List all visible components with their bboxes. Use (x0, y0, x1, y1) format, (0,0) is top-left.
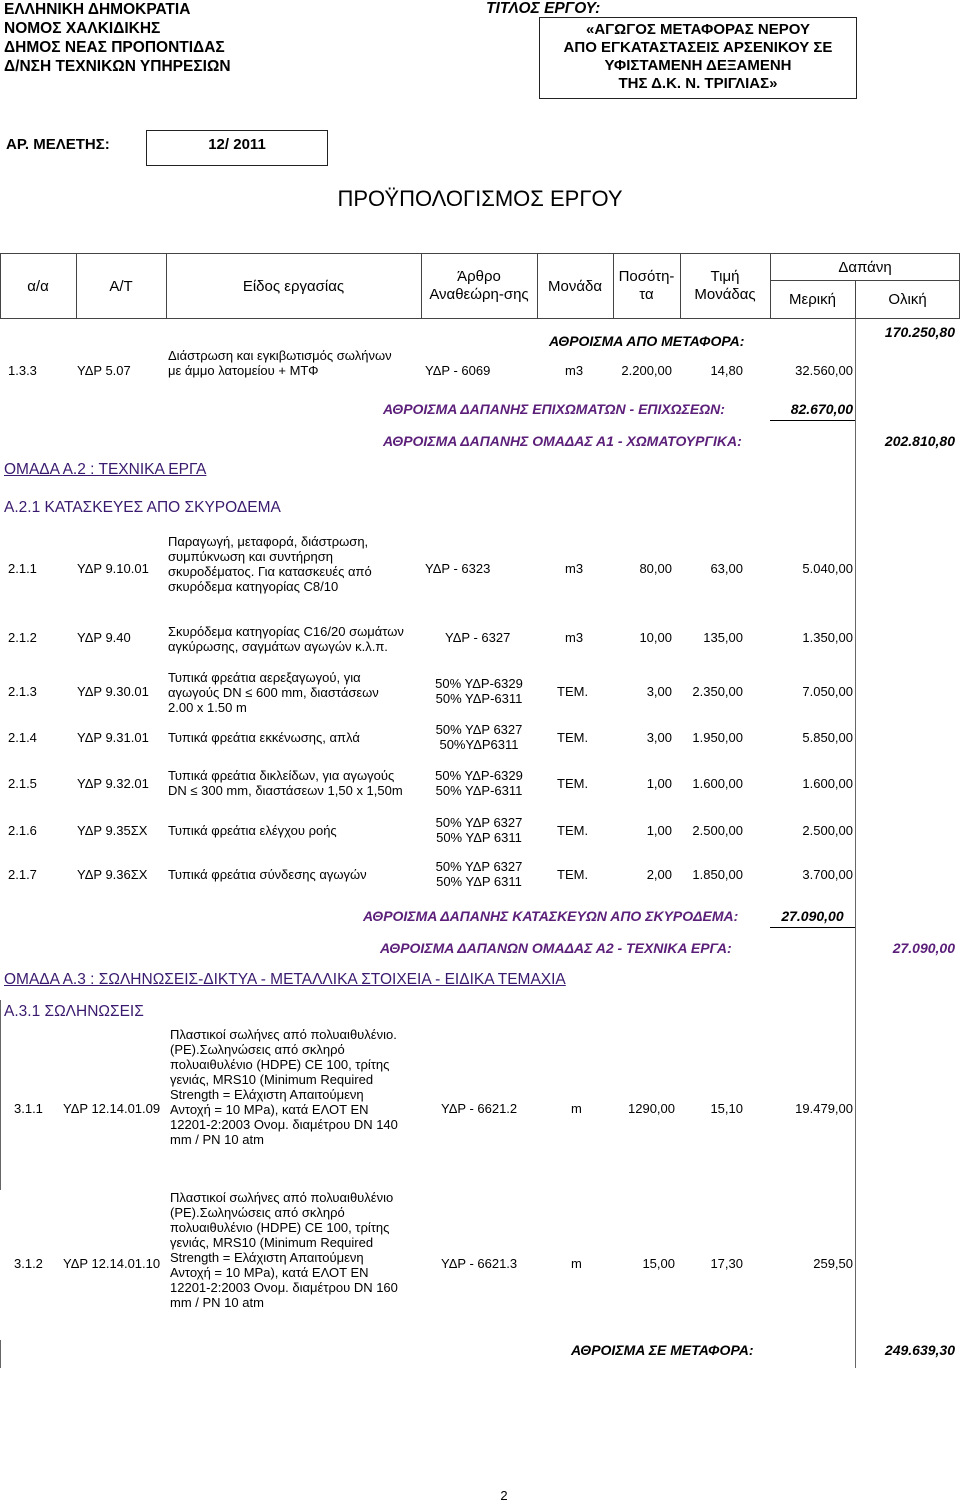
row-aa: 3.1.2 (14, 1256, 43, 1271)
row-unit: m3 (565, 630, 584, 645)
col-unit-price (680, 268, 770, 304)
carry-in-label: ΑΘΡΟΙΣΜΑ ΑΠΟ ΜΕΤΑΦΟΡΑ: (549, 333, 745, 349)
col-quantity (613, 268, 680, 304)
desc-line: (PE).Σωληνώσεις από σκληρό (170, 1205, 345, 1220)
row-cost: 259,50 (813, 1256, 853, 1271)
group-heading-text: ΟΜΑΔΑ Α.2 : ΤΕΧΝΙΚΑ ΕΡΓΑ (4, 461, 207, 478)
row-cost: 5.850,00 (802, 730, 853, 745)
group-heading-a3 (4, 971, 566, 989)
row-cost: 1.600,00 (802, 776, 853, 791)
row-article: ΥΔΡ - 6327 (445, 630, 511, 645)
row-price: 2.350,00 (692, 684, 743, 699)
row-aa: 2.1.5 (8, 776, 37, 791)
carry-out-value: 249.639,30 (884, 1342, 955, 1358)
row-aa: 3.1.1 (14, 1101, 43, 1116)
cost-column-rule (855, 319, 856, 1368)
row-quantity: 15,00 (642, 1256, 675, 1271)
row-quantity: 80,00 (639, 561, 672, 576)
org-line: ΝΟΜΟΣ ΧΑΛΚΙΔΙΚΗΣ (4, 20, 161, 37)
groupA2-sum-label: ΑΘΡΟΙΣΜΑ ΔΑΠΑΝΩΝ ΟΜΑΔΑΣ Α2 - ΤΕΧΝΙΚΑ ΕΡΓΑ: (380, 940, 732, 956)
left-rule (0, 1000, 1, 1190)
article-line: 50% ΥΔΡ-6329 (435, 768, 523, 783)
title-line: ΤΗΣ Δ.Κ. Ν. ΤΡΙΓΛΙΑΣ» (618, 75, 778, 92)
article-line: 50%ΥΔΡ6311 (439, 737, 519, 752)
row-at: ΥΔΡ 9.10.01 (77, 561, 149, 576)
col-article-line: Άρθρο (457, 268, 501, 285)
desc-line: Strength = Ελάχιστη Απαιτούμενη (170, 1087, 364, 1102)
row-aa: 2.1.2 (8, 630, 37, 645)
desc-line: Παραγωγή, μεταφορά, διάστρωση, (168, 534, 369, 549)
group-heading-a2 (4, 461, 206, 479)
col-unit: Μονάδα (547, 278, 603, 295)
row-price: 1.850,00 (692, 867, 743, 882)
col-unit-price-line: Τιμή (710, 268, 740, 285)
row-cost: 1.350,00 (802, 630, 853, 645)
row-description (170, 1027, 398, 1147)
row-cost: 19.479,00 (795, 1101, 853, 1116)
desc-line: Αντοχή = 10 MPa), κατά ΕΛΟΤ ΕΝ (170, 1102, 369, 1117)
subgroup-heading-a31: Α.3.1 ΣΩΛΗΝΩΣΕΙΣ (4, 1003, 144, 1020)
desc-line: Διάστρωση και εγκιβωτισμός σωλήνων (168, 348, 392, 363)
concrete-sum-label: ΑΘΡΟΙΣΜΑ ΔΑΠΑΝΗΣ ΚΑΤΑΣΚΕΥΩΝ ΑΠΟ ΣΚΥΡΟΔΕΜΑ: (363, 908, 739, 924)
row-quantity: 1,00 (646, 823, 672, 838)
sum-underline (770, 927, 855, 928)
study-number-value: 12/ 2011 (208, 136, 266, 153)
row-at: ΥΔΡ 9.32.01 (77, 776, 149, 791)
row-unit: ΤΕΜ. (557, 730, 589, 745)
groupA2-sum-value: 27.090,00 (892, 940, 955, 956)
org-line: ΔΗΜΟΣ ΝΕΑΣ ΠΡΟΠΟΝΤΙΔΑΣ (4, 39, 225, 56)
desc-line: πολυαιθυλένιο (HDPE) CE 100, τρίτης (170, 1220, 390, 1235)
org-line: Δ/ΝΣΗ ΤΕΧΝΙΚΩΝ ΥΠΗΡΕΣΙΩΝ (4, 58, 231, 75)
row-article (421, 815, 537, 845)
desc-line: αγωγούς DN ≤ 600 mm, διαστάσεων (168, 685, 379, 700)
desc-line: Τυπικά φρεάτια αερεξαγωγού, για (168, 670, 361, 685)
row-description (168, 534, 372, 594)
row-divider (770, 280, 960, 281)
row-article (421, 859, 537, 889)
row-cost: 3.700,00 (802, 867, 853, 882)
row-unit: m3 (565, 561, 584, 576)
col-cost-total: Ολική (888, 291, 927, 308)
groupA1-sum-label: ΑΘΡΟΙΣΜΑ ΔΑΠΑΝΗΣ ΟΜΑΔΑΣ Α1 - ΧΩΜΑΤΟΥΡΓΙΚΑ: (383, 433, 742, 449)
row-quantity: 1,00 (646, 776, 672, 791)
article-line: 50% ΥΔΡ 6327 (435, 722, 523, 737)
row-aa: 2.1.1 (8, 561, 37, 576)
subgroup-heading-a21: Α.2.1 ΚΑΤΑΣΚΕΥΕΣ ΑΠΟ ΣΚΥΡΟΔΕΜΑ (4, 499, 281, 516)
page-number: 2 (500, 1488, 508, 1502)
row-article: ΥΔΡ - 6069 (425, 363, 491, 378)
desc-line: Τυπικά φρεάτια δικλείδων, για αγωγούς (168, 768, 395, 783)
row-price: 17,30 (710, 1256, 743, 1271)
row-unit: m3 (565, 363, 584, 378)
row-price: 2.500,00 (692, 823, 743, 838)
row-quantity: 2.200,00 (621, 363, 672, 378)
project-title (539, 21, 857, 93)
desc-line: Strength = Ελάχιστη Απαιτούμενη (170, 1250, 364, 1265)
row-article: ΥΔΡ - 6621.2 (441, 1101, 518, 1116)
desc-line: αγκύρωσης, σαγμάτων αγωγών κ.λ.π. (168, 639, 388, 654)
row-unit: ΤΕΜ. (557, 867, 589, 882)
col-cost: Δαπάνη (838, 259, 892, 276)
desc-line: mm / PN 10 atm (170, 1295, 264, 1310)
row-at: ΥΔΡ 12.14.01.10 (63, 1256, 161, 1271)
row-quantity: 1290,00 (628, 1101, 675, 1116)
row-article: ΥΔΡ - 6323 (425, 561, 491, 576)
row-unit: ΤΕΜ. (557, 684, 589, 699)
row-description: Τυπικά φρεάτια ελέγχου ροής (168, 823, 337, 838)
row-article (421, 676, 537, 706)
concrete-sum-value: 27.090,00 (781, 908, 844, 924)
row-at: ΥΔΡ 5.07 (77, 363, 131, 378)
col-quantity-line: Ποσότη- (618, 268, 675, 285)
row-at: ΥΔΡ 12.14.01.09 (63, 1101, 161, 1116)
row-unit: m (571, 1256, 582, 1271)
row-description (168, 768, 403, 798)
earthworks-sum-label: ΑΘΡΟΙΣΜΑ ΔΑΠΑΝΗΣ ΕΠΙΧΩΜΑΤΩΝ - ΕΠΙΧΩΣΕΩΝ: (383, 401, 725, 417)
title-line: «ΑΓΩΓΟΣ ΜΕΤΑΦΟΡΑΣ ΝΕΡΟΥ (585, 21, 811, 38)
col-work-type: Είδος εργασίας (242, 278, 345, 295)
row-description (168, 348, 392, 378)
row-article (421, 768, 537, 798)
desc-line: γενιάς, MRS10 (Minimum Required (170, 1072, 374, 1087)
desc-line: (PE).Σωληνώσεις από σκληρό (170, 1042, 345, 1057)
sum-underline (770, 420, 855, 421)
row-price: 135,00 (703, 630, 743, 645)
row-at: ΥΔΡ 9.36ΣΧ (77, 867, 148, 882)
group-heading-text: ΟΜΑΔΑ Α.3 : ΣΩΛΗΝΩΣΕΙΣ-ΔΙΚΤΥΑ - ΜΕΤΑΛΛΙΚΑ ΣΤΟΙΧΕΙΑ - ΕΙΔΙΚΑ ΤΕΜΑΧΙΑ (4, 971, 566, 988)
row-price: 1.950,00 (692, 730, 743, 745)
carry-out-label: ΑΘΡΟΙΣΜΑ ΣΕ ΜΕΤΑΦΟΡΑ: (571, 1342, 754, 1358)
row-description (168, 624, 404, 654)
row-cost: 7.050,00 (802, 684, 853, 699)
desc-line: πολυαιθυλένιο (HDPE) CE 100, τρίτης (170, 1057, 390, 1072)
desc-line: Πλαστικοί σωλήνες από πολυαιθυλένιο. (170, 1027, 397, 1042)
desc-line: 12201-2:2003 Ονομ. διαμέτρου DN 140 (170, 1117, 398, 1132)
article-line: 50% ΥΔΡ 6327 (435, 815, 523, 830)
row-unit: m (571, 1101, 582, 1116)
row-price: 15,10 (710, 1101, 743, 1116)
row-aa: 2.1.4 (8, 730, 37, 745)
row-aa: 2.1.3 (8, 684, 37, 699)
row-cost: 2.500,00 (802, 823, 853, 838)
article-line: 50% ΥΔΡ-6311 (435, 691, 523, 706)
study-number-label: ΑΡ. ΜΕΛΕΤΗΣ: (6, 136, 110, 153)
row-description: Τυπικά φρεάτια σύνδεσης αγωγών (168, 867, 367, 882)
col-cost-partial: Μερική (789, 291, 836, 308)
org-line: ΕΛΛΗΝΙΚΗ ΔΗΜΟΚΡΑΤΙΑ (4, 1, 191, 18)
desc-line: 2.00 x 1.50 m (168, 700, 247, 715)
row-price: 63,00 (710, 561, 743, 576)
row-unit: ΤΕΜ. (557, 776, 589, 791)
row-price: 1.600,00 (692, 776, 743, 791)
row-description (170, 1190, 398, 1310)
row-at: ΥΔΡ 9.31.01 (77, 730, 149, 745)
article-line: 50% ΥΔΡ 6327 (435, 859, 523, 874)
article-line: 50% ΥΔΡ 6311 (436, 874, 522, 889)
earthworks-sum-value: 82.670,00 (790, 401, 853, 417)
title-line: ΑΠΟ ΕΓΚΑΤΑΣΤΑΣΕΙΣ ΑΡΣΕΝΙΚΟΥ ΣΕ (563, 39, 833, 56)
row-aa: 2.1.6 (8, 823, 37, 838)
row-quantity: 2,00 (646, 867, 672, 882)
row-price: 14,80 (710, 363, 743, 378)
row-aa: 2.1.7 (8, 867, 37, 882)
row-aa: 1.3.3 (8, 363, 37, 378)
article-line: 50% ΥΔΡ 6311 (436, 830, 522, 845)
desc-line: Αντοχή = 10 MPa), κατά ΕΛΟΤ ΕΝ (170, 1265, 369, 1280)
project-title-label: ΤΙΤΛΟΣ ΕΡΓΟΥ: (486, 0, 601, 17)
col-article (421, 268, 537, 304)
article-line: 50% ΥΔΡ-6329 (435, 676, 523, 691)
organization-block (4, 0, 231, 76)
desc-line: με άμμο λατομείου + ΜΤΦ (168, 363, 319, 378)
desc-line: DN ≤ 300 mm, διαστάσεων 1,50 x 1,50m (168, 783, 403, 798)
col-quantity-line: τα (639, 286, 654, 303)
row-quantity: 10,00 (639, 630, 672, 645)
col-aa: α/α (27, 278, 49, 295)
carry-in-value: 170.250,80 (884, 324, 955, 340)
groupA1-sum-value: 202.810,80 (884, 433, 955, 449)
row-unit: ΤΕΜ. (557, 823, 589, 838)
row-description (168, 670, 379, 715)
desc-line: σκυρόδεμα κατηγορίας C8/10 (168, 579, 339, 594)
row-article: ΥΔΡ - 6621.3 (441, 1256, 518, 1271)
desc-line: συμπύκνωση και συντήρηση (168, 549, 333, 564)
row-quantity: 3,00 (646, 730, 672, 745)
desc-line: mm / PN 10 atm (170, 1132, 264, 1147)
row-article (421, 722, 537, 752)
article-line: 50% ΥΔΡ-6311 (435, 783, 523, 798)
row-description: Τυπικά φρεάτια εκκένωσης, απλά (168, 730, 360, 745)
page-title: ΠΡΟΫΠΟΛΟΓΙΣΜΟΣ ΕΡΓΟΥ (337, 186, 623, 211)
row-cost: 5.040,00 (802, 561, 853, 576)
left-rule (0, 1340, 1, 1368)
desc-line: 12201-2:2003 Ονομ. διαμέτρου DN 160 (170, 1280, 398, 1295)
desc-line: γενιάς, MRS10 (Minimum Required (170, 1235, 374, 1250)
desc-line: σκυροδέματος. Για κατασκευές από (168, 564, 372, 579)
row-quantity: 3,00 (646, 684, 672, 699)
row-cost: 32.560,00 (795, 363, 853, 378)
col-at: Α/Τ (109, 278, 133, 295)
col-article-line: Αναθεώρη-σης (429, 286, 529, 303)
desc-line: Πλαστικοί σωλήνες από πολυαιθυλένιο (170, 1190, 394, 1205)
row-at: ΥΔΡ 9.40 (77, 630, 131, 645)
row-at: ΥΔΡ 9.30.01 (77, 684, 149, 699)
col-unit-price-line: Μονάδας (694, 286, 756, 303)
title-line: ΥΦΙΣΤΑΜΕΝΗ ΔΕΞΑΜΕΝΗ (604, 57, 792, 74)
desc-line: Σκυρόδεμα κατηγορίας C16/20 σωμάτων (168, 624, 404, 639)
row-at: ΥΔΡ 9.35ΣΧ (77, 823, 148, 838)
